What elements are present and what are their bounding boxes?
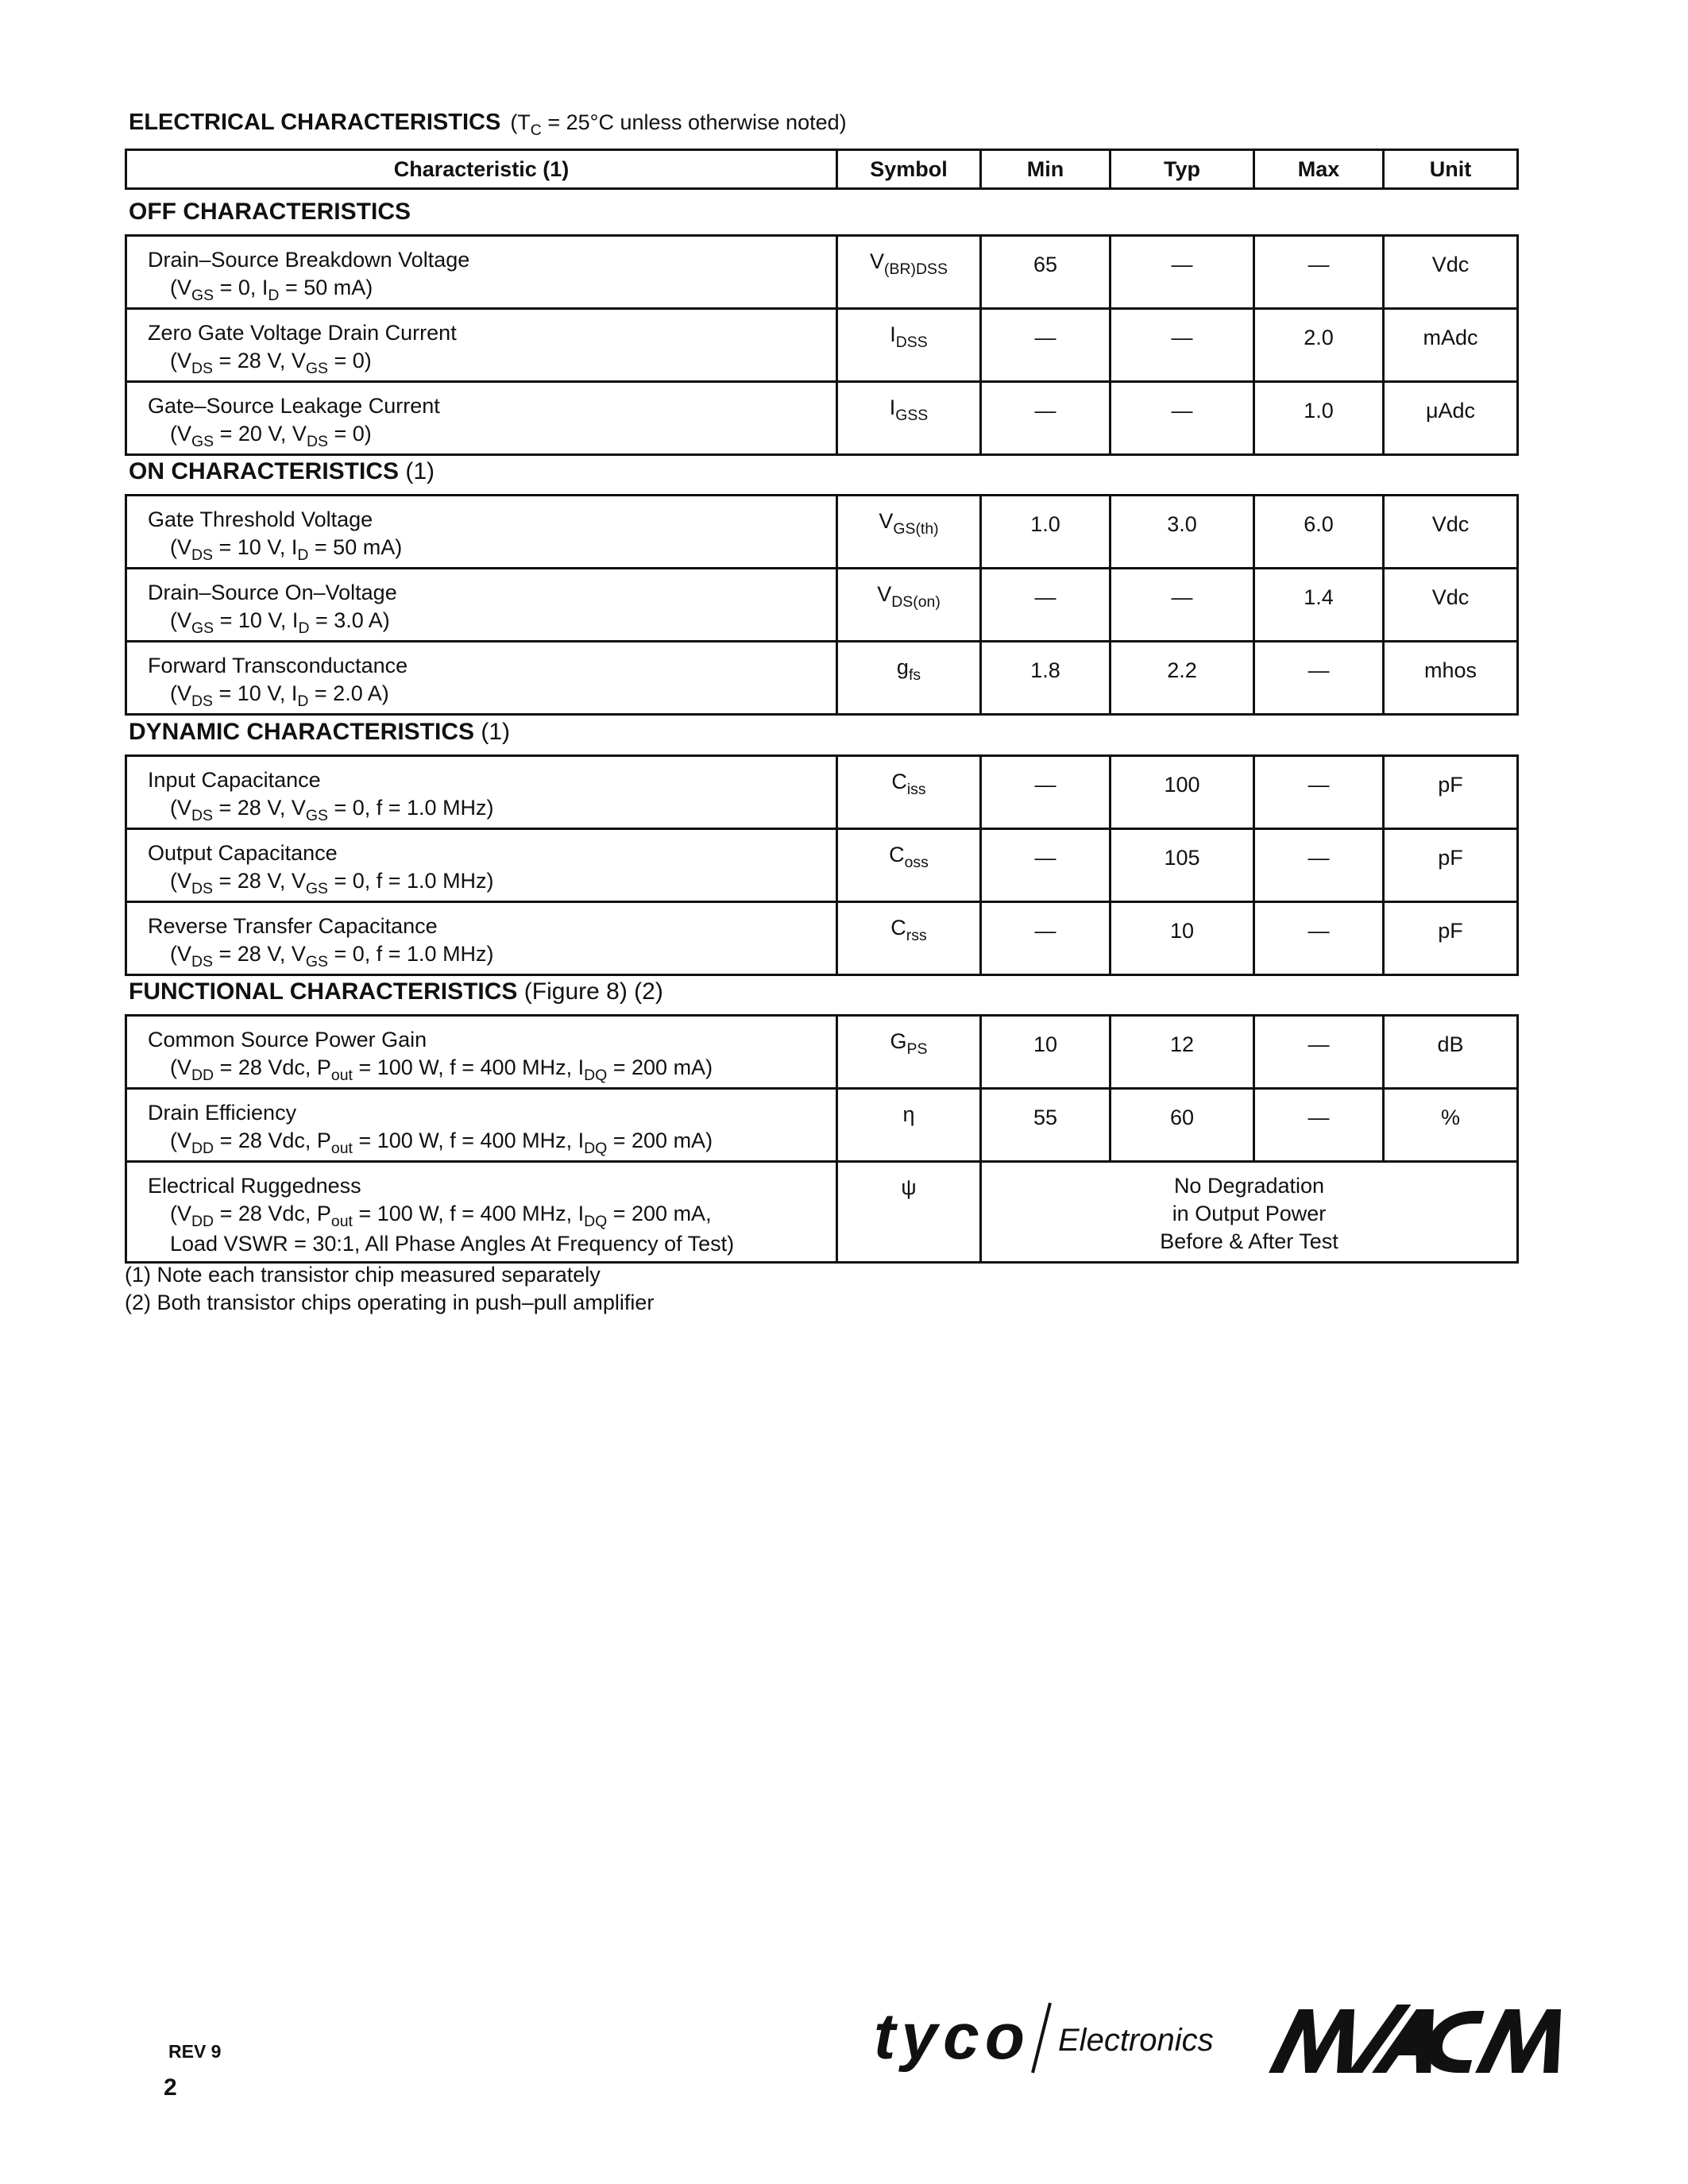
- table-row: Zero Gate Voltage Drain Current ($V_{DS} = 28$ V, $V_{GS} = 0$) $I_{DSS}$ — — 2.0 mAdc: [126, 309, 1518, 382]
- symbol-cell: $C_{oss}$: [837, 829, 981, 902]
- page-title: ELECTRICAL CHARACTERISTICS ($T_C = 25^\circ C$ unless otherwise noted): [129, 110, 847, 140]
- electronics-wordmark: Electronics: [1058, 2023, 1214, 2058]
- table-row: Forward Transconductance ($V_{DS} = 10$ V, $I_D = 2.0$ A) $g_{fs}$ 1.8 2.2 — mhos: [126, 642, 1518, 715]
- section-functional-title: FUNCTIONAL CHARACTERISTICS (Figure 8) (2): [129, 978, 663, 1005]
- tyco-wordmark: tyco: [874, 2001, 1025, 2073]
- revision-label: REV 9: [168, 2041, 222, 2062]
- symbol-cell: $C_{iss}$: [837, 756, 981, 829]
- table-row: Drain–Source On–Voltage ($V_{GS} = 10$ V, $I_D = 3.0$ A) $V_{DS(on)}$ — — 1.4 Vdc: [126, 569, 1518, 642]
- footnote-1: (1) Note each transistor chip measured separately: [125, 1263, 601, 1287]
- section-on-title: ON CHARACTERISTICS (1): [129, 458, 435, 484]
- table-row: Reverse Transfer Capacitance ($V_{DS} = 28$ V, $V_{GS} = 0$, f = 1.0 MHz) $C_{rss}$ — 10 — pF: [126, 902, 1518, 975]
- symbol-cell: $C_{rss}$: [837, 902, 981, 975]
- title-condition: ($T_C = 25^\circ C$ unless otherwise noted): [510, 110, 847, 140]
- symbol-cell: $G_{PS}$: [837, 1016, 981, 1089]
- table-row: Output Capacitance ($V_{DS} = 28$ V, $V_{GS} = 0$, f = 1.0 MHz) $C_{oss}$ — 105 — pF: [126, 829, 1518, 902]
- table-row: Input Capacitance ($V_{DS} = 28$ V, $V_{GS} = 0$, f = 1.0 MHz) $C_{iss}$ — 100 — pF: [126, 756, 1518, 829]
- col-min: Min: [981, 150, 1111, 189]
- table-row: Drain–Source Breakdown Voltage ($V_{GS} = 0$, $I_D = 50$ mA) $V_{(BR)DSS}$ 65 — — Vdc: [126, 236, 1518, 309]
- symbol-cell: $V_{DS(on)}$: [837, 569, 981, 642]
- col-unit: Unit: [1384, 150, 1518, 189]
- table-row: Electrical Ruggedness ($V_{DD} = 28$ Vdc, $P_{out} = 100$ W, f = 400 MHz, $I_{DQ} = 200$ mA, Load VSWR = 30:1, All Phase Angles At Frequency of Test) ψ No Degradation in Output Power Before & After Test: [126, 1162, 1518, 1263]
- symbol-cell: η: [837, 1089, 981, 1162]
- col-max: Max: [1254, 150, 1384, 189]
- section-dynamic-title: DYNAMIC CHARACTERISTICS (1): [129, 719, 510, 745]
- symbol-cell: $I_{GSS}$: [837, 382, 981, 455]
- footnote-2: (2) Both transistor chips operating in push–pull amplifier: [125, 1291, 655, 1314]
- symbol-cell: ψ: [837, 1162, 981, 1263]
- symbol-cell: $g_{fs}$: [837, 642, 981, 715]
- table-functional: [125, 1014, 1519, 1264]
- svg-text:M/A-COM: M/A-COM: [1261, 2086, 1269, 2088]
- tyco-electronics-logo: [874, 1993, 1231, 2081]
- col-characteristic: Characteristic (1): [126, 150, 837, 189]
- ruggedness-result: No Degradation in Output Power Before & After Test: [981, 1162, 1518, 1263]
- table-row: Gate Threshold Voltage ($V_{DS} = 10$ V, $I_D = 50$ mA) $V_{GS(th)}$ 1.0 3.0 6.0 Vdc: [126, 496, 1518, 569]
- symbol-cell: $V_{GS(th)}$: [837, 496, 981, 569]
- table-row: Common Source Power Gain ($V_{DD} = 28$ Vdc, $P_{out} = 100$ W, f = 400 MHz, $I_{DQ} = 200$ mA) $G_{PS}$ 10 12 — dB: [126, 1016, 1518, 1089]
- col-typ: Typ: [1111, 150, 1254, 189]
- symbol-cell: $I_{DSS}$: [837, 309, 981, 382]
- table-off: [125, 234, 1519, 456]
- macom-logo: [1261, 1993, 1579, 2089]
- col-symbol: Symbol: [837, 150, 981, 189]
- section-off-title: OFF CHARACTERISTICS: [129, 199, 411, 225]
- header-table: [125, 149, 1519, 190]
- page-number: 2: [164, 2074, 177, 2101]
- table-row: Drain Efficiency ($V_{DD} = 28$ Vdc, $P_{out} = 100$ W, f = 400 MHz, $I_{DQ} = 200$ mA) η 55 60 — %: [126, 1089, 1518, 1162]
- table-on: [125, 494, 1519, 716]
- symbol-cell: $V_{(BR)DSS}$: [837, 236, 981, 309]
- table-dynamic: [125, 754, 1519, 976]
- table-row: Gate–Source Leakage Current ($V_{GS} = 20$ V, $V_{DS} = 0$) $I_{GSS}$ — — 1.0 μAdc: [126, 382, 1518, 455]
- logo-divider: [1033, 2003, 1050, 2073]
